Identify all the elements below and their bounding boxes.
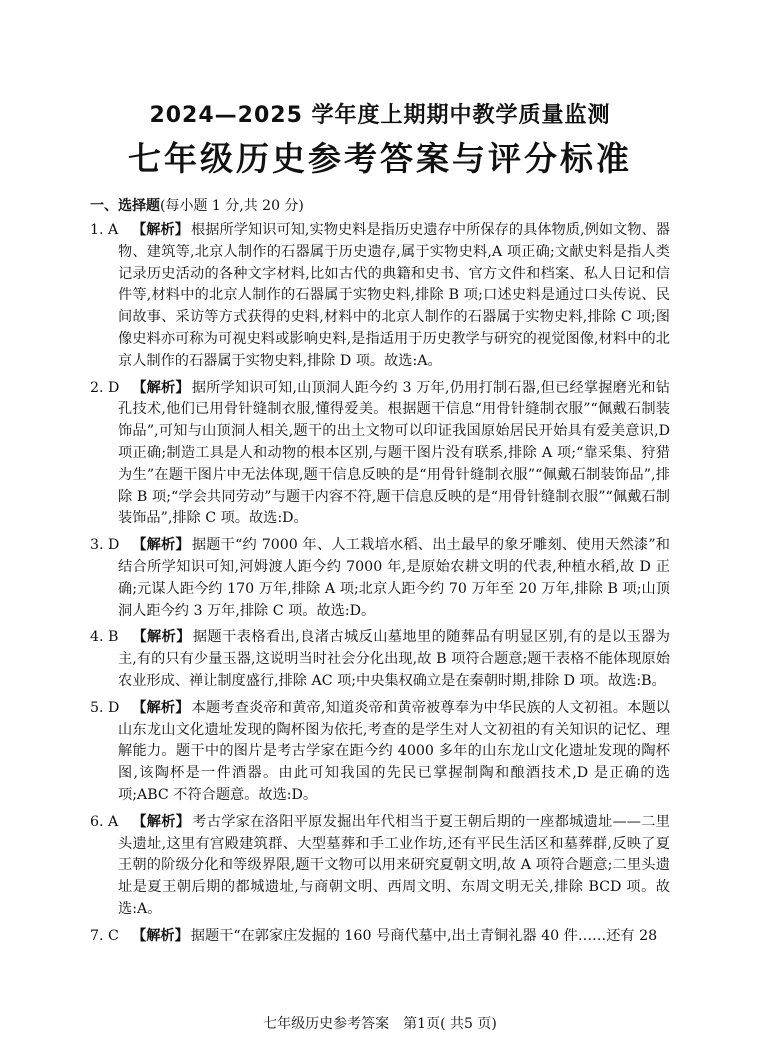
page-footer: 七年级历史参考答案 第1页( 共5 页)	[263, 1016, 497, 1032]
answer-list	[90, 220, 670, 953]
answer-text: 考古学家在洛阳平原发掘出年代相当于夏王朝后期的一座都城遗址——二里头遗址,这里有宫殿建筑群、大型墓葬和手工业作坊,还有平民生活区和墓葬群,反映了夏王朝的阶级分化和等级界限,题干文物可以用来研究夏朝文明,故 A 项符合题意;二里头遗址是夏王朝后期的都城遗址,与商朝文明、西周文明、东周文明无关,排除 BCD 项。故选:A。	[118, 813, 670, 917]
exam-title: 2024—2025 学年度上期期中教学质量监测	[149, 103, 611, 128]
answer-item	[90, 926, 670, 948]
answer-item	[90, 220, 670, 373]
answer-item	[90, 698, 670, 807]
answer-text: 据题干表格看出,良渚古城反山墓地里的随葬品有明显区别,有的是以玉器为主,有的只有少量玉器,这说明当时社会分化出现,故 B 项符合题意;题干表格不能体现原始农业形成、禅让制度盛行,排除 AC 项;中央集权确立是在秦朝时期,排除 D 项。故选:B。	[118, 629, 670, 689]
analysis-tag: 【解析】	[132, 699, 190, 716]
answer-text: 本题考查炎帝和黄帝,知道炎帝和黄帝被尊奉为中华民族的人文初祖。本题以山东龙山文化遗址发现的陶杯图为依托,考查的是学生对人文初祖的有关知识的记忆、理解能力。题干中的图片是考古学家在距今约 4000 多年的山东龙山文化遗址发现的陶杯图,该陶杯是一件酒器。由此可知我国的先民已掌握制陶和酿酒技术,D 是正确的选项;ABC 不符合题意。故选:D。	[118, 699, 670, 803]
answer-text: 根据所学知识可知,实物史料是指历史遗存中所保存的具体物质,例如文物、器物、建筑等,北京人制作的石器属于历史遗存,属于实物史料,A 项正确;文献史料是指人类记录历史活动的各种文字材料,比如古代的典籍和史书、官方文件和档案、私人日记和信件等,材料中的北京人制作的石器属于实物史料,排除 B 项;口述史料是通过口头传说、民间故事、采访等方式获得的史料,材料中的北京人制作的石器属于实物史料,排除 C 项;图像史料亦可称为可视史料或影响史料,是指适用于历史教学与研究的视觉图像,材料中的北京人制作的石器属于实物史料,排除 D 项。故选:A。	[118, 222, 670, 369]
section-note: (每小题 1 分,共 20 分)	[160, 198, 304, 214]
answer-text: 据题干“约 7000 年、人工栽培水稻、出土最早的象牙雕刻、使用天然漆”和结合所学知识可知,河姆渡人距今约 7000 年,是原始农耕文明的代表,种植水稻,故 D 正确;元谋人距今约 170 万年,排除 A 项;北京人距今约 70 万年至 20 万年,排除 B 项;山顶洞人距今约 3 万年,排除 C 项。故选:D。	[118, 537, 670, 619]
answer-number: 3. D	[90, 537, 120, 554]
answer-number: 6. A	[90, 813, 119, 830]
analysis-tag: 【解析】	[132, 537, 190, 554]
answer-item	[90, 812, 670, 921]
section-title: 一、选择题	[90, 198, 160, 214]
answer-item	[90, 627, 670, 692]
answer-item	[90, 535, 670, 622]
analysis-tag: 【解析】	[132, 379, 190, 396]
analysis-tag: 【解析】	[132, 927, 189, 944]
answer-text: 据所学知识可知,山顶洞人距今约 3 万年,仍用打制石器,但已经掌握磨光和钻孔技术,他们已用骨针缝制衣服,懂得爱美。根据题干信息“用骨针缝制衣服”“佩戴石制装饰品”,可知与山顶洞人相关,题干的出土文物可以印证我国原始居民开始具有爱美意识,D 项正确;制造工具是人和动物的根本区别,与题干图片没有联系,排除 A 项;“靠采集、狩猎为生”在题干图片中无法体现,题干信息反映的是“用骨针缝制衣服”“佩戴石制装饰品”,排除 B 项;“学会共同劳动”与题干内容不符,题干信息反映的是“用骨针缝制衣服”“佩戴石制装饰品”,排除 C 项。故选:D。	[118, 379, 670, 527]
analysis-tag: 【解析】	[132, 629, 191, 646]
analysis-tag: 【解析】	[132, 222, 190, 238]
answer-number: 7. C	[90, 927, 119, 944]
answer-text: 据题干“在郭家庄发掘的 160 号商代墓中,出土青铜礼器 40 件……还有 28	[190, 927, 658, 944]
answer-number: 2. D	[90, 379, 120, 396]
section-heading	[90, 195, 304, 215]
answer-item	[90, 378, 670, 531]
answer-number: 1. A	[90, 222, 119, 238]
analysis-tag: 【解析】	[132, 813, 191, 830]
answer-number: 4. B	[90, 629, 119, 646]
answer-number: 5. D	[90, 699, 120, 716]
document-title: 七年级历史参考答案与评分标准	[128, 139, 632, 178]
